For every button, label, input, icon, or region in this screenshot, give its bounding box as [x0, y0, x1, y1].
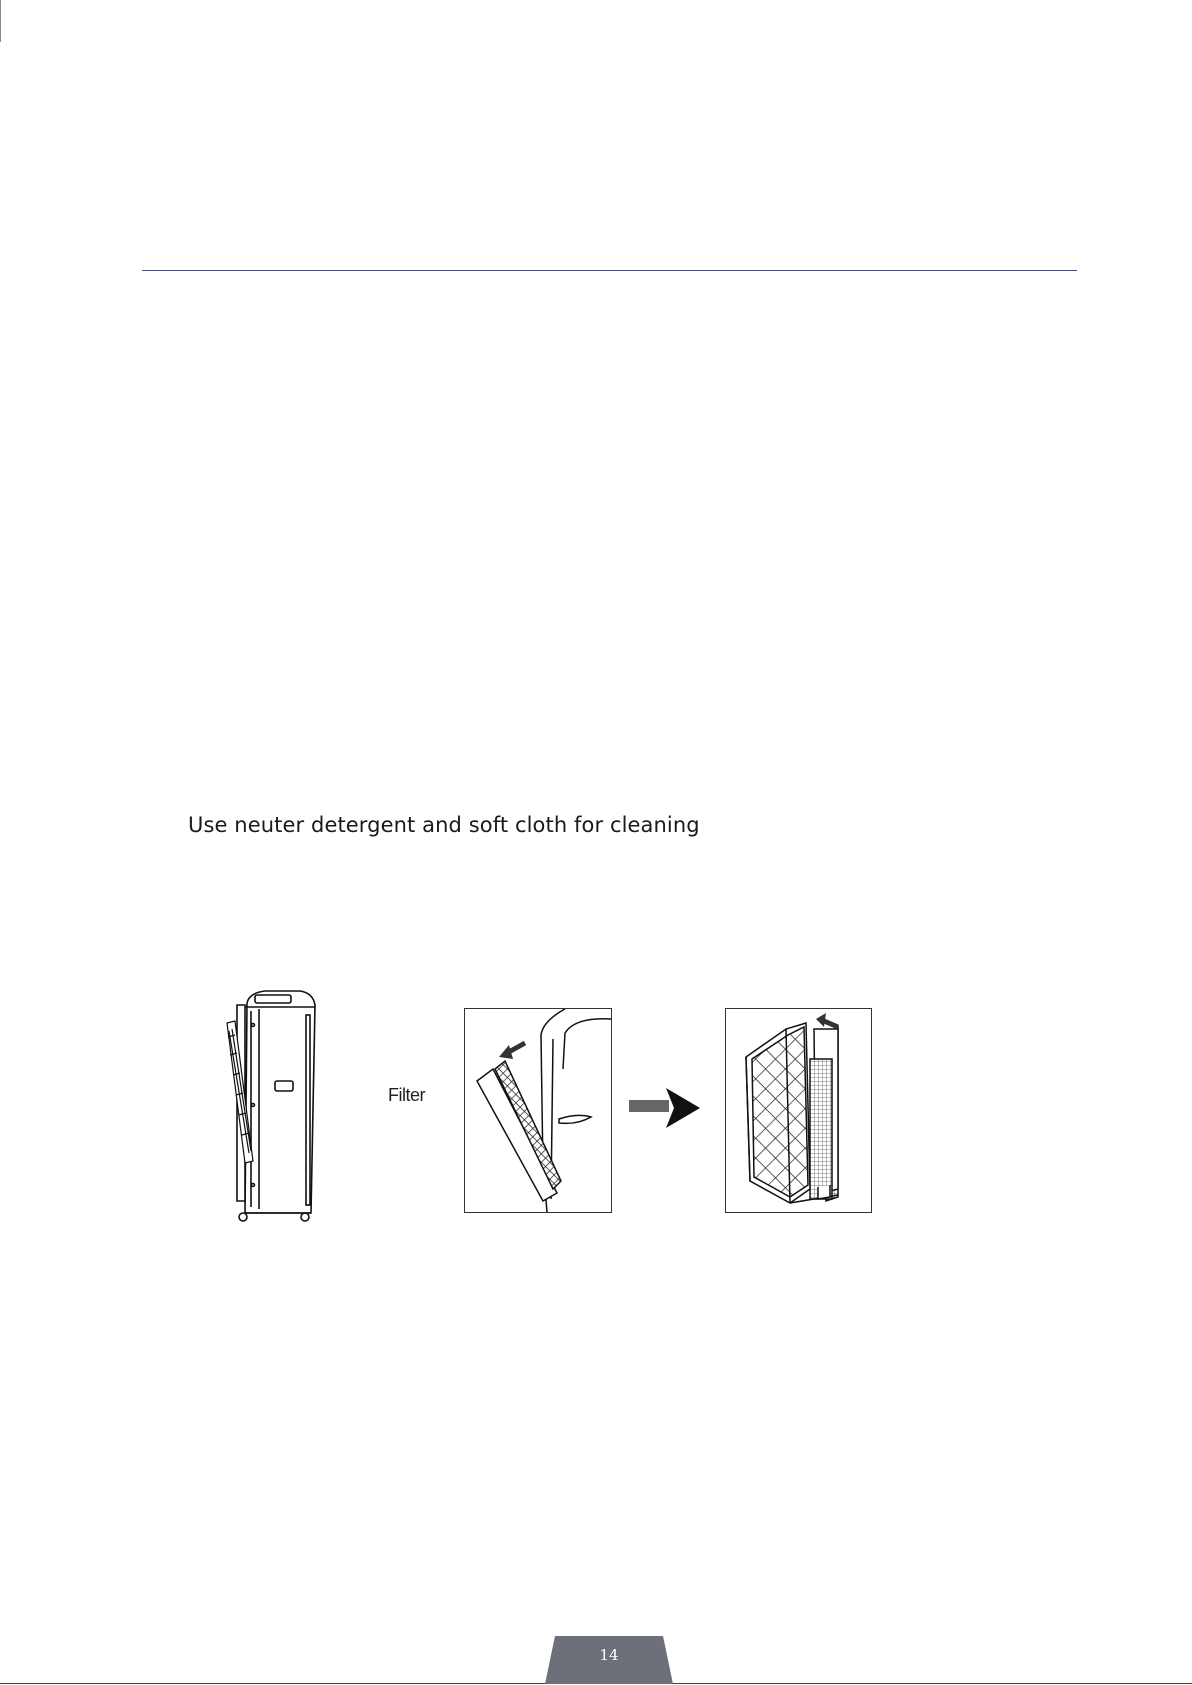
right-arrow-icon — [628, 1086, 702, 1130]
filter-removal-panel — [464, 1008, 612, 1213]
header-divider — [142, 270, 1077, 271]
filter-frame-icon — [726, 1009, 871, 1212]
filter-pull-out-icon — [465, 1009, 611, 1212]
corner-crop-mark — [0, 0, 1, 42]
page-number: 14 — [599, 1646, 619, 1664]
filter-label: Filter — [388, 1085, 425, 1105]
cleaning-instruction: Use neuter detergent and soft cloth for cleaning — [188, 813, 700, 837]
tower-cooler-side-icon — [205, 985, 325, 1225]
filter-frame-panel — [725, 1008, 872, 1213]
